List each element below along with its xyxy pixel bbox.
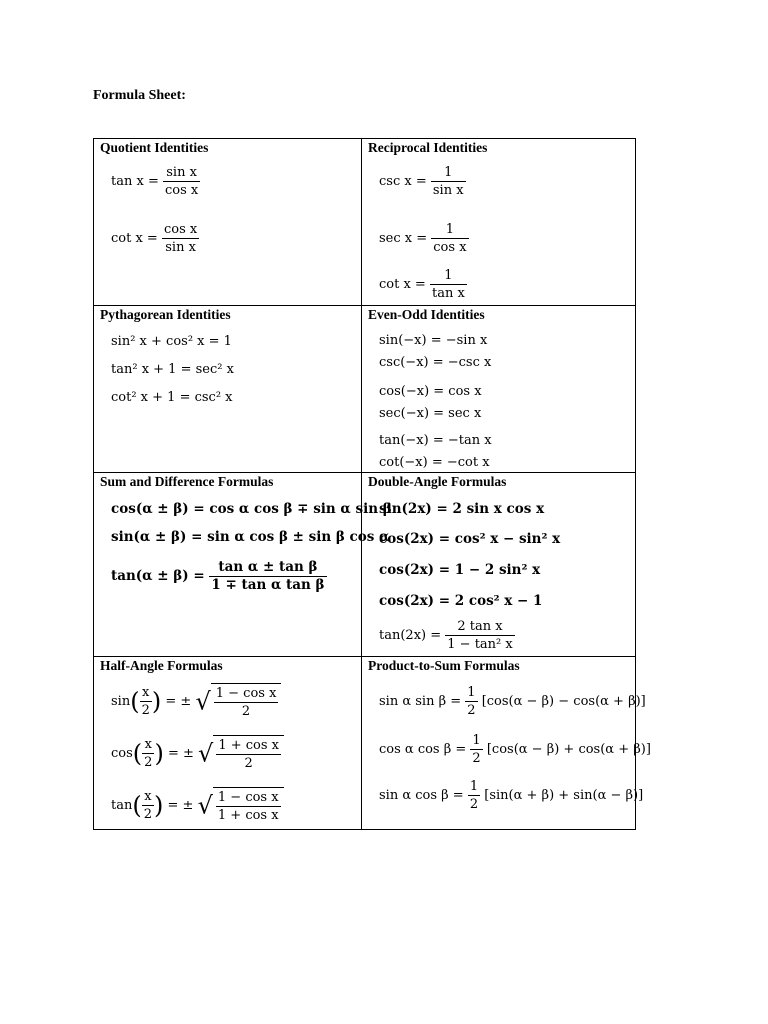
formula: cos(2x) = cos² x − sin² x [379, 531, 561, 547]
formula: tan(α ± β) = $\frac{\text{tan α ± tan β}}{\text{1 ∓ tan α tan β}}$ [111, 559, 325, 593]
formula: cot(−x) = −cot x [379, 455, 490, 470]
cell-heading: Pythagorean Identities [100, 307, 231, 322]
formula: sin² x + cos² x = 1 [111, 334, 232, 349]
formula: cos(α ± β) = cos α cos β ∓ sin α sin β [111, 501, 392, 517]
cell-quotient-identities [94, 139, 361, 305]
formula: sec(−x) = sec x [379, 406, 482, 421]
formula: cot² x + 1 = csc² x [111, 390, 233, 405]
formula: cot x = $\frac{1}{\text{tan x}}$ [379, 268, 465, 301]
cell-even-odd-identities [362, 306, 636, 472]
cell-heading: Half-Angle Formulas [100, 658, 223, 673]
cell-sum-and-difference-formulas [94, 473, 392, 656]
formula: cos(−x) = cos x [379, 384, 482, 399]
cell-reciprocal-identities [362, 139, 636, 305]
cell-heading: Product-to-Sum Formulas [368, 658, 520, 673]
formula: csc x = $\frac{1}{\text{sin x}}$ [379, 165, 464, 198]
cell-heading: Double-Angle Formulas [368, 474, 507, 489]
formula: tan(2x) = $\frac{\text{2 tan x}}{\text{1 − tan² x}}$ [379, 619, 513, 652]
formula: sin α sin β = $\frac{1}{2}$ [cos(α − β) − cos(α + β)] [379, 685, 646, 718]
formula: sin( $\frac{x}{2}$ ) = ± √ $\frac{\text{1 − cos x}}{2}$ [111, 683, 281, 720]
formula: sin(α ± β) = sin α cos β ± sin β cos α [111, 529, 390, 545]
cell-heading: Quotient Identities [100, 140, 209, 155]
cell-heading: Reciprocal Identities [368, 140, 488, 155]
cell-heading: Even-Odd Identities [368, 307, 485, 322]
formula: cos α cos β = $\frac{1}{2}$ [cos(α − β) + cos(α + β)] [379, 733, 651, 766]
formula: tan(−x) = −tan x [379, 433, 492, 448]
page-title: Formula Sheet: [93, 88, 186, 103]
cell-product-to-sum-formulas [362, 657, 651, 830]
formula: tan( $\frac{x}{2}$ ) = ± √ $\frac{\text{1 − cos x}}{\text{1 + cos x}}$ [111, 787, 284, 824]
formula: sec x = $\frac{1}{\text{cos x}}$ [379, 222, 467, 255]
cell-double-angle-formulas [362, 473, 636, 656]
formula-table [93, 138, 651, 830]
formula: cos( $\frac{x}{2}$ ) = ± √ $\frac{\text{1 + cos x}}{2}$ [111, 735, 284, 772]
formula: cot x = $\frac{\text{cos x}}{\text{sin x}}$ [111, 222, 198, 255]
formula: cos(2x) = 1 − 2 sin² x [379, 562, 541, 578]
formula: sin(−x) = −sin x [379, 333, 488, 348]
cell-half-angle-formulas [94, 657, 361, 830]
formula: sin α cos β = $\frac{1}{2}$ [sin(α + β) + sin(α − β)] [379, 779, 644, 812]
formula: csc(−x) = −csc x [379, 355, 492, 370]
cell-heading: Sum and Difference Formulas [100, 474, 274, 489]
formula: cos(2x) = 2 cos² x − 1 [379, 593, 543, 609]
formula: tan² x + 1 = sec² x [111, 362, 234, 377]
formula: sin(2x) = 2 sin x cos x [379, 501, 545, 517]
cell-pythagorean-identities [94, 306, 361, 472]
formula: tan x = $\frac{\text{sin x}}{\text{cos x}}$ [111, 165, 199, 198]
